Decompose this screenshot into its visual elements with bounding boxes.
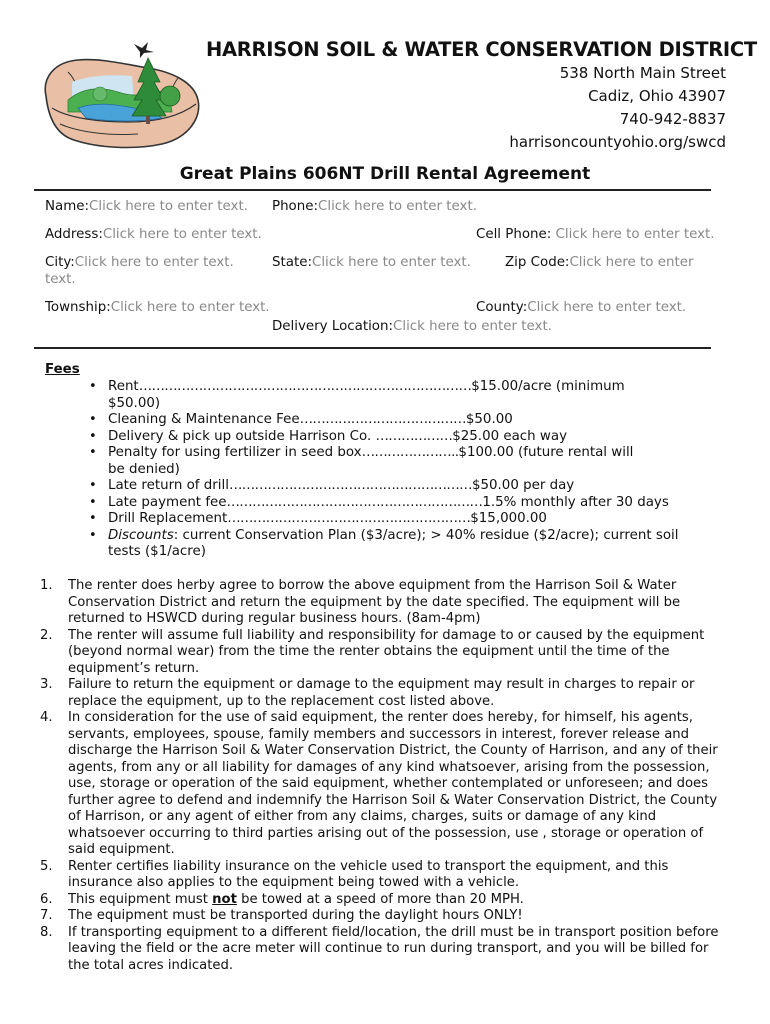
address-street: 538 North Main Street xyxy=(559,64,726,82)
address-input[interactable]: Click here to enter text. xyxy=(102,227,262,242)
city-input[interactable]: Click here to enter text. xyxy=(74,255,234,270)
phone-field[interactable] xyxy=(272,199,477,214)
delivery-location-label: Delivery Location: xyxy=(272,319,393,334)
county-field[interactable] xyxy=(476,300,686,315)
zip-field[interactable] xyxy=(505,255,693,270)
term-item: 4. In consideration for the use of said equipment, the renter does hereby, for himself, his agents, servants, employees, spouse, family members and successors in interest, forever release and discharge the Harrison Soil & Water Conservation District, the County of Harrison, and any of their agents, from any or all liability for damages of any kind whatsoever, arising from the possession, use, storage or operation of the said equipment, whether contemplated or unforeseen; and does further agree to defend and indemnify the Harrison Soil & Water Conservation District, the County of Harrison, or any agent of either from any claims, charges, suits or damage of any kind whatsoever occurring to third parties arising out of the possession, use , storage or operation of said equipment. xyxy=(40,710,718,857)
fee-item: • Late payment fee……………………………………………………1.5% monthly after 30 days xyxy=(88,495,728,512)
state-input[interactable]: Click here to enter text. xyxy=(311,255,471,270)
fees-heading: Fees xyxy=(45,362,80,377)
township-label: Township: xyxy=(45,300,111,315)
fee-item: • Delivery & pick up outside Harrison Co. ………………$25.00 each way xyxy=(88,429,728,446)
term-item: 8. If transporting equipment to a different field/location, the drill must be in transport position before leaving the field or the acre meter will continue to run during transport, and you will be billed for the total acres indicated. xyxy=(40,924,719,973)
org-website: harrisoncountyohio.org/swcd xyxy=(509,133,726,151)
zip-input-continued[interactable]: text. xyxy=(45,272,76,287)
fee-item: • Cleaning & Maintenance Fee…………………………………$50.00 xyxy=(88,412,728,429)
phone-input[interactable]: Click here to enter text. xyxy=(318,199,477,214)
delivery-location-field[interactable] xyxy=(272,319,552,334)
term-item: 3. Failure to return the equipment or damage to the equipment may result in charges to repair or replace the equipment, up to the replacement cost listed above. xyxy=(40,677,695,709)
address-field[interactable] xyxy=(45,227,262,242)
term-item: 1. The renter does herby agree to borrow the above equipment from the Harrison Soil & Water Conservation District and return the equipment by the date specified. The equipment will be returned to HSWCD during regular business hours. (8am-4pm) xyxy=(40,578,681,626)
name-label: Name: xyxy=(45,199,90,214)
city-label: City: xyxy=(45,255,75,270)
cell-phone-field[interactable] xyxy=(476,227,715,242)
fee-item: • Drill Replacement…………………………………………………$15,000.00 xyxy=(88,511,728,528)
cell-phone-label: Cell Phone: xyxy=(476,227,556,242)
terms-list xyxy=(40,578,728,974)
fees-list xyxy=(88,379,728,561)
zip-label: Zip Code: xyxy=(505,255,570,270)
org-name: HARRISON SOIL & WATER CONSERVATION DISTRICT xyxy=(206,38,757,61)
district-logo xyxy=(38,38,206,150)
county-input[interactable]: Click here to enter text. xyxy=(527,300,687,315)
phone-label: Phone: xyxy=(272,199,318,214)
fee-item-discounts: • Discounts: current Conservation Plan ($3/acre); > 40% residue ($2/acre); current soil tests ($1/acre) xyxy=(88,528,728,561)
township-field[interactable] xyxy=(45,300,270,315)
term-item: 5. Renter certifies liability insurance on the vehicle used to transport the equipment, and this insurance also applies to the equipment being towed with a vehicle. xyxy=(40,858,669,890)
delivery-location-input[interactable]: Click here to enter text. xyxy=(393,319,552,334)
township-input[interactable]: Click here to enter text. xyxy=(110,300,270,315)
name-field[interactable] xyxy=(45,199,248,214)
zip-field-wrap[interactable] xyxy=(45,272,76,287)
fee-item: • Late return of drill…………………………………………………$50.00 per day xyxy=(88,478,728,495)
divider xyxy=(34,347,711,349)
zip-input[interactable]: Click here to enter xyxy=(569,255,694,270)
state-label: State: xyxy=(272,255,312,270)
address-city: Cadiz, Ohio 43907 xyxy=(588,87,726,105)
org-phone: 740-942-8837 xyxy=(619,110,726,128)
address-label: Address: xyxy=(45,227,103,242)
cell-phone-input[interactable]: Click here to enter text. xyxy=(555,227,715,242)
term-item: 7. The equipment must be transported during the daylight hours ONLY! xyxy=(40,908,523,923)
name-input[interactable]: Click here to enter text. xyxy=(89,199,248,214)
document-title: Great Plains 606NT Drill Rental Agreement xyxy=(179,164,591,184)
state-field[interactable] xyxy=(272,255,471,270)
county-label: County: xyxy=(476,300,528,315)
term-item: 6. This equipment must not be towed at a speed of more than 20 MPH. xyxy=(40,891,524,907)
divider xyxy=(34,189,711,191)
term-item: 2. The renter will assume full liability and responsibility for damage to or caused by the equipment (beyond normal wear) from the time the renter obtains the equipment until the time of the equipment’s return. xyxy=(40,627,705,676)
fee-item: • Rent……………………………………………………………………$15.00/acre (minimum $50.00) xyxy=(88,379,728,412)
city-field[interactable] xyxy=(45,255,234,270)
fee-item: • Penalty for using fertilizer in seed box…………………..$100.00 (future rental will be denied) xyxy=(88,445,728,478)
